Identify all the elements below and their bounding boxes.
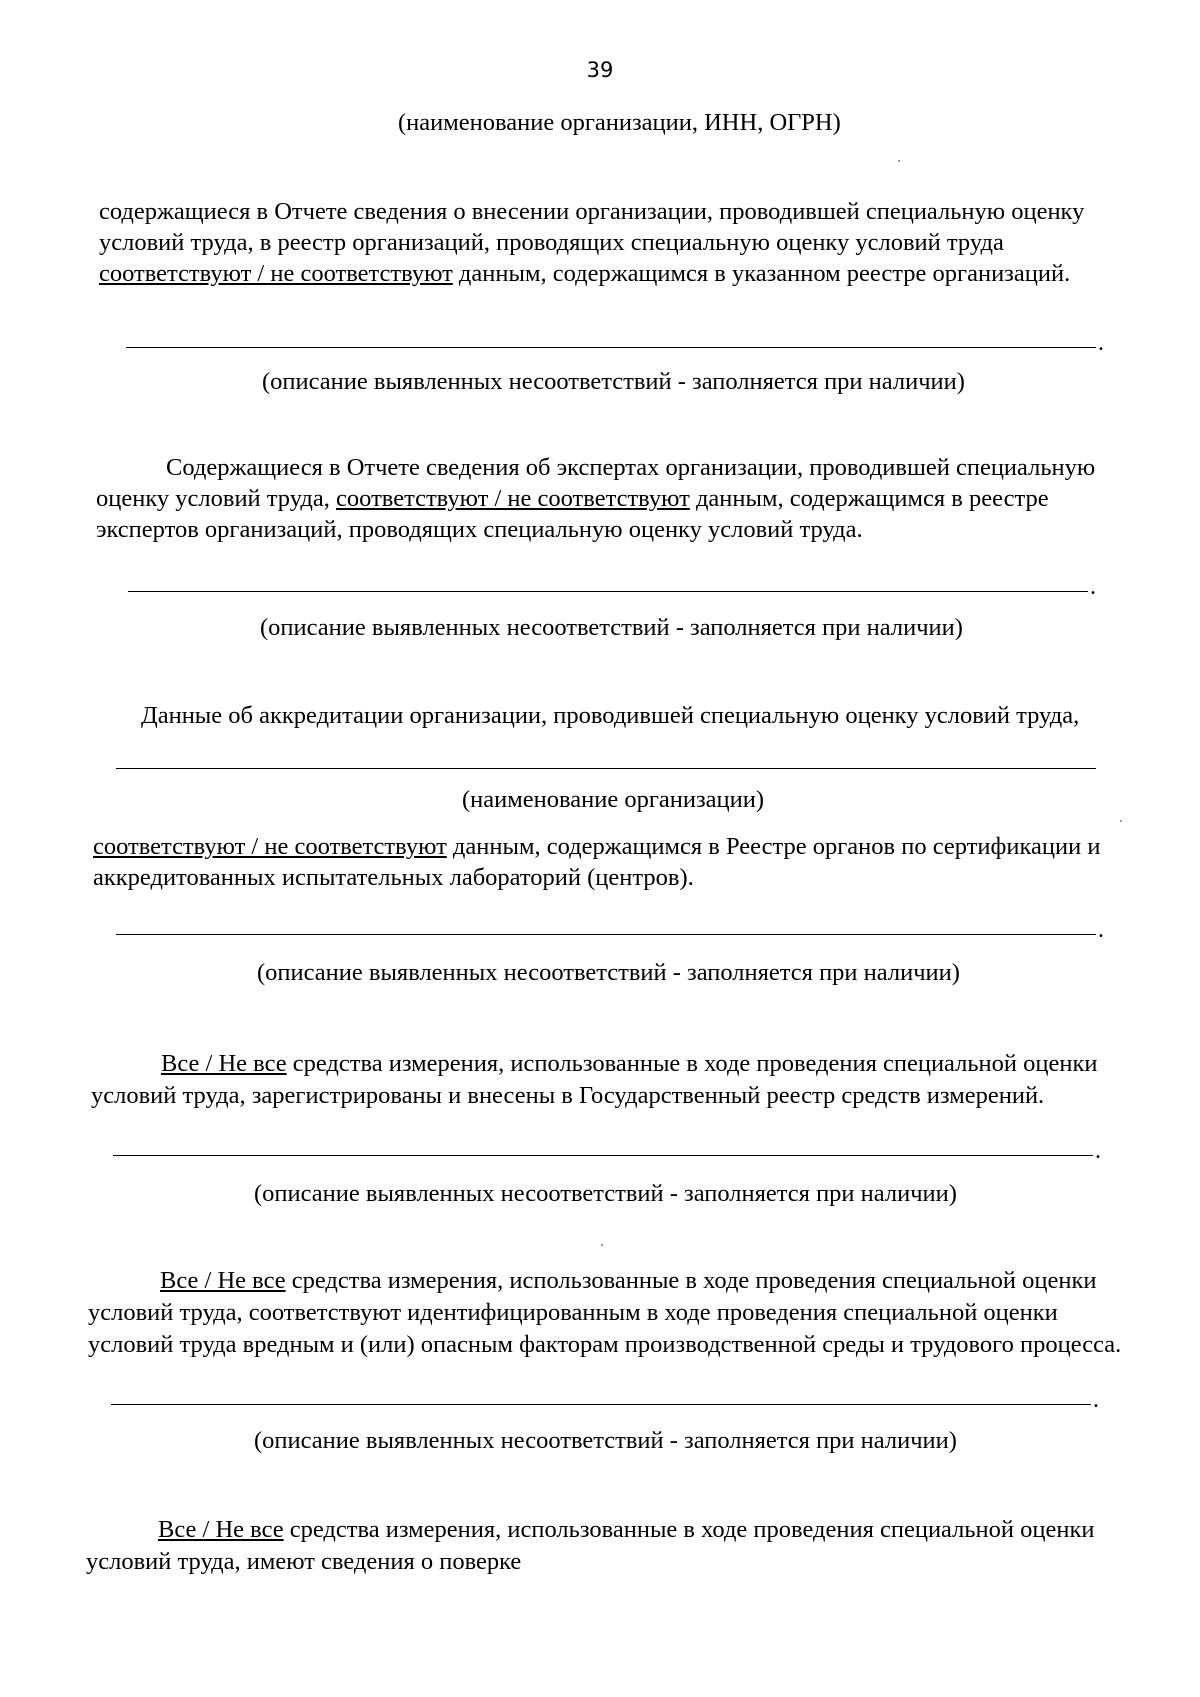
caption-mismatch: (описание выявленных несоответствий - заполняется при наличии) (254, 1180, 957, 1207)
scan-speck (1120, 820, 1122, 822)
compliance-choice: соответствуют / не соответствуют (93, 833, 447, 860)
fill-end-mark: . (1093, 1387, 1099, 1413)
caption-mismatch: (описание выявленных несоответствий - заполняется при наличии) (260, 614, 963, 641)
fill-in-line (111, 1404, 1091, 1405)
all-not-all-choice: Все / Не все (161, 1050, 287, 1077)
section3-line1: Данные об аккредитации организации, проводившей специальную оценку условий труда, (141, 702, 1080, 729)
scan-speck (601, 1244, 603, 1246)
section4-line2: условий труда, зарегистрированы и внесены в Государственный реестр средств измерений. (91, 1082, 1045, 1109)
fill-end-mark: . (1095, 1138, 1101, 1164)
fill-in-line (116, 768, 1096, 769)
section6-line2: условий труда, имеют сведения о поверке (86, 1548, 522, 1575)
section4-line1: Все / Не все средства измерения, использованные в ходе проведения специальной оценки (161, 1050, 1098, 1077)
fill-end-mark: . (1090, 574, 1096, 600)
section3-line3: аккредитованных испытательных лабораторий (центров). (93, 864, 694, 891)
fill-in-line (116, 934, 1096, 935)
all-not-all-choice: Все / Не все (160, 1267, 286, 1294)
section5-line1: Все / Не все средства измерения, использованные в ходе проведения специальной оценки (160, 1267, 1097, 1294)
section5-line3: условий труда вредным и (или) опасным факторам производственной среды и трудового процесса. (88, 1331, 1122, 1358)
section1-line2: условий труда, в реестр организаций, проводящих специальную оценку условий труда (99, 229, 1004, 256)
fill-in-line (126, 347, 1096, 348)
section2-line2: оценку условий труда, соответствуют / не соответствуют данным, содержащимся в реестре (96, 485, 1049, 512)
section2-line1: Содержащиеся в Отчете сведения об экспертах организации, проводившей специальную (166, 454, 1096, 481)
fill-in-line (113, 1155, 1093, 1156)
scan-speck (898, 160, 900, 162)
compliance-choice: соответствуют / не соответствуют (336, 485, 690, 512)
all-not-all-choice: Все / Не все (158, 1516, 284, 1543)
compliance-choice: соответствуют / не соответствуют (99, 260, 453, 287)
section1-line1: содержащиеся в Отчете сведения о внесении организации, проводившей специальную оценку (99, 198, 1085, 225)
caption-mismatch: (описание выявленных несоответствий - заполняется при наличии) (262, 368, 965, 395)
section2-line3: экспертов организаций, проводящих специальную оценку условий труда. (96, 516, 863, 543)
section1-line3: соответствуют / не соответствуют данным, содержащимся в указанном реестре организаций. (99, 260, 1071, 287)
page-number: 39 (586, 58, 614, 82)
fill-end-mark: . (1098, 917, 1104, 943)
caption-org-inn-ogrn: (наименование организации, ИНН, ОГРН) (398, 109, 841, 136)
section6-line1: Все / Не все средства измерения, использованные в ходе проведения специальной оценки (158, 1516, 1095, 1543)
section5-line2: условий труда, соответствуют идентифицированным в ходе проведения специальной оценки (88, 1299, 1058, 1326)
fill-end-mark: . (1098, 330, 1104, 356)
section3-line2: соответствуют / не соответствуют данным, содержащимся в Реестре органов по сертификации и (93, 833, 1101, 860)
caption-mismatch: (описание выявленных несоответствий - заполняется при наличии) (254, 1427, 957, 1454)
fill-in-line (128, 591, 1088, 592)
caption-org-name: (наименование организации) (462, 786, 765, 813)
caption-mismatch: (описание выявленных несоответствий - заполняется при наличии) (257, 959, 960, 986)
